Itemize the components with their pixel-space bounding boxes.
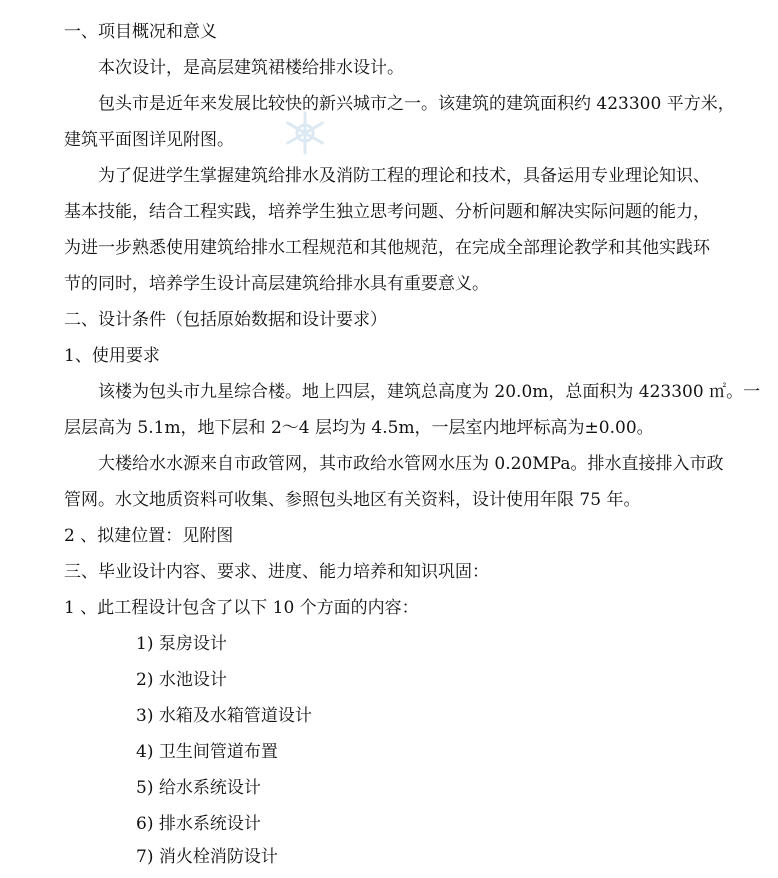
paragraph-line: 该楼为包头市九星综合楼。地上四层，建筑总高度为 20.0m，总面积为 423300 ㎡。一 (98, 382, 761, 402)
paragraph-line: 本次设计，是高层建筑裙楼给排水设计。 (98, 58, 404, 78)
subsection-heading: 1 、此工程设计包含了以下 10 个方面的内容： (64, 598, 419, 618)
list-item: 4) 卫生间管道布置 (136, 742, 278, 762)
subsection-heading: 2 、拟建位置：见附图 (64, 526, 234, 546)
paragraph-line: 节的同时，培养学生设计高层建筑给排水具有重要意义。 (64, 274, 489, 294)
paragraph-line: 基本技能，结合工程实践，培养学生独立思考问题、分析问题和解决实际问题的能力， (64, 202, 710, 222)
section-heading-2: 二、设计条件（包括原始数据和设计要求） (64, 310, 387, 330)
paragraph-line: 为了促进学生掌握建筑给排水及消防工程的理论和技术，具备运用专业理论知识、 (98, 166, 710, 186)
paragraph-line: 为进一步熟悉使用建筑给排水工程规范和其他规范，在完成全部理论教学和其他实践环 (64, 238, 710, 258)
list-item: 6) 排水系统设计 (136, 814, 261, 834)
subsection-heading: 1、使用要求 (64, 346, 160, 366)
list-item: 7) 消火栓消防设计 (136, 847, 278, 867)
paragraph-line: 大楼给水水源来自市政管网，其市政给水管网水压为 0.20MPa。排水直接排入市政 (98, 454, 724, 474)
section-heading-3: 三、毕业设计内容、要求、进度、能力培养和知识巩固： (64, 562, 489, 582)
list-item: 1) 泵房设计 (136, 634, 227, 654)
paragraph-line: 层层高为 5.1m，地下层和 2～4 层均为 4.5m，一层室内地坪标高为±0.00。 (64, 418, 654, 438)
section-heading-1: 一、项目概况和意义 (64, 22, 217, 42)
paragraph-line: 建筑平面图详见附图。 (64, 130, 234, 150)
list-item: 5) 给水系统设计 (136, 778, 261, 798)
list-item: 3) 水箱及水箱管道设计 (136, 706, 312, 726)
paragraph-line: 包头市是近年来发展比较快的新兴城市之一。该建筑的建筑面积约 423300 平方米， (98, 94, 735, 114)
list-item: 2) 水池设计 (136, 670, 227, 690)
snowflake-watermark-icon (282, 110, 328, 156)
paragraph-line: 管网。水文地质资料可收集、参照包头地区有关资料，设计使用年限 75 年。 (64, 490, 641, 510)
